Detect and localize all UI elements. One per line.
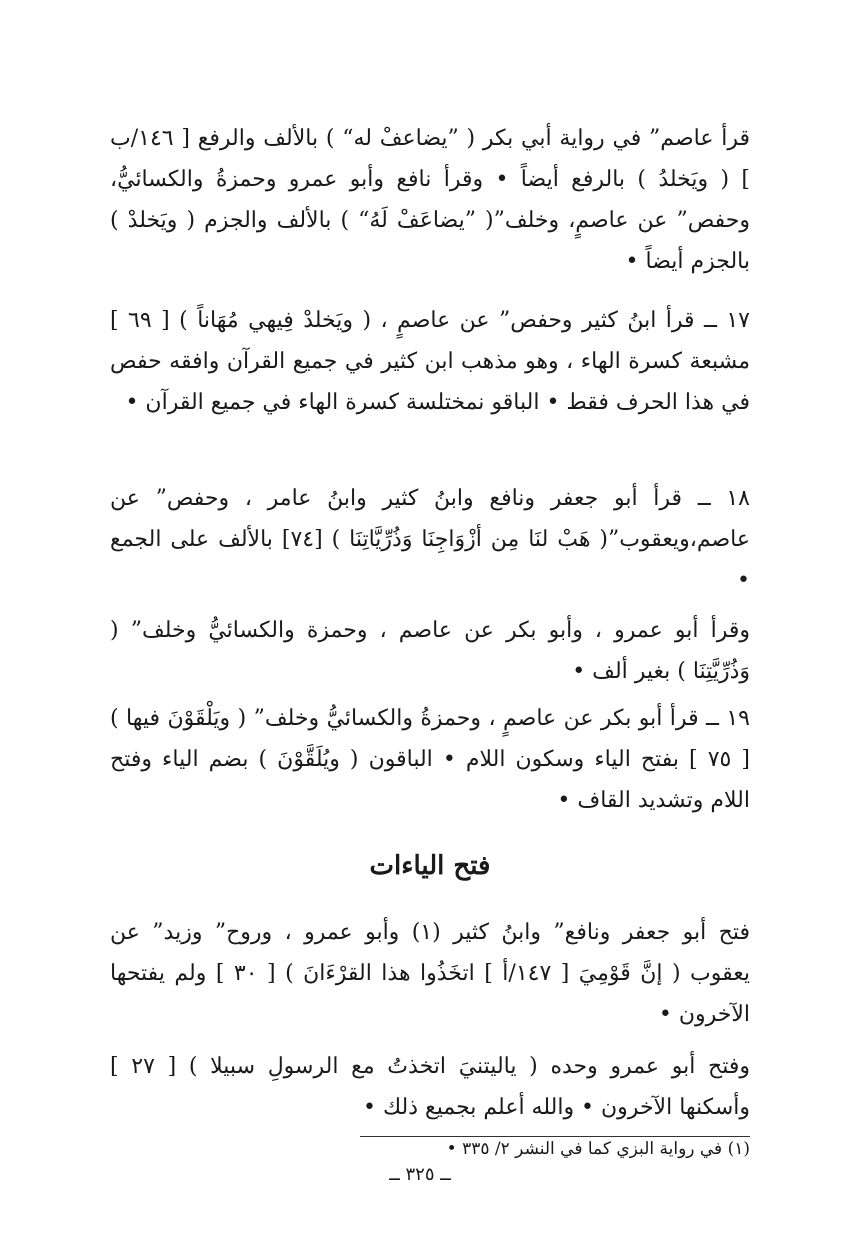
paragraph-1: قرأ عاصم” في رواية أبي بكر ( ”يضاعفْ له“ ) بالألف والرفع [ ١٤٦/ب ] ( ويَخلدُ ) بالرفع أيضاً • وقرأ نافع وأبو عمرو وحمزةُ والكسائيُّ، وحفص” عن عاصمٍ، وخلف”( ”يضاعَفْ لَهُ“ ) بالألف والجزم ( ويَخلدْ ) بالجزم أيضاً • [110, 126, 750, 274]
paragraph-4: وقرأ أبو عمرو ، وأبو بكر عن عاصم ، وحمزة والكسائيُّ وخلف” ( وَذُرِّيَّتِنَا ) بغير ألف • [110, 618, 750, 684]
section-heading: فتح الياءات [369, 851, 491, 881]
paragraph-7: وفتح أبو عمرو وحده ( ياليتنيَ اتخذتُ مع الرسولِ سبيلا ) [ ٢٧ ] وأسكنها الآخرون • والله أعلم بجميع ذلك • [110, 1054, 751, 1120]
page-number: ــ ٣٢٥ ــ [389, 1164, 451, 1185]
paragraph-5: ١٩ ــ قرأ أبو بكر عن عاصمٍ ، وحمزةُ والكسائيُّ وخلف” ( ويَلْقَوْنَ فيها ) [ ٧٥ ] بفتح الياء وسكون اللام • الباقون ( ويُلَقَّوْنَ ) بضم الياء وفتح اللام وتشديد القاف • [110, 706, 750, 813]
paragraph-3: ١٨ ــ قرأ أبو جعفر ونافع وابنُ كثير وابنُ عامر ، وحفص” عن عاصم،ويعقوب”( هَبْ لنَا مِن أزْوَاجِنَا وَذُرِّيَّاتِنَا ) [٧٤] بالألف على الجمع • [110, 486, 751, 593]
paragraph-2: ١٧ ــ قرأ ابنُ كثير وحفص” عن عاصمٍ ، ( ويَخلدْ فِيهي مُهَاناً ) [ ٦٩ ] مشبعة كسرة الهاء ، وهو مذهب ابن كثير في جميع القرآن وافقه حفص في هذا الحرف فقط • الباقو نمختلسة كسرة الهاء في جميع القرآن • [110, 308, 750, 415]
footnote: (١) في رواية البزي كما في النشر ٢/ ٣٣٥ • [446, 1139, 750, 1159]
paragraph-6: فتح أبو جعفر ونافع” وابنُ كثير (١) وأبو عمرو ، وروح” وزيد” عن يعقوب ( إنَّ قَوْمِيَ [ ١٤٧/أ ] اتخَذُوا هذا القرْءَانَ ) [ ٣٠ ] ولم يفتحها الآخرون • [110, 920, 751, 1027]
